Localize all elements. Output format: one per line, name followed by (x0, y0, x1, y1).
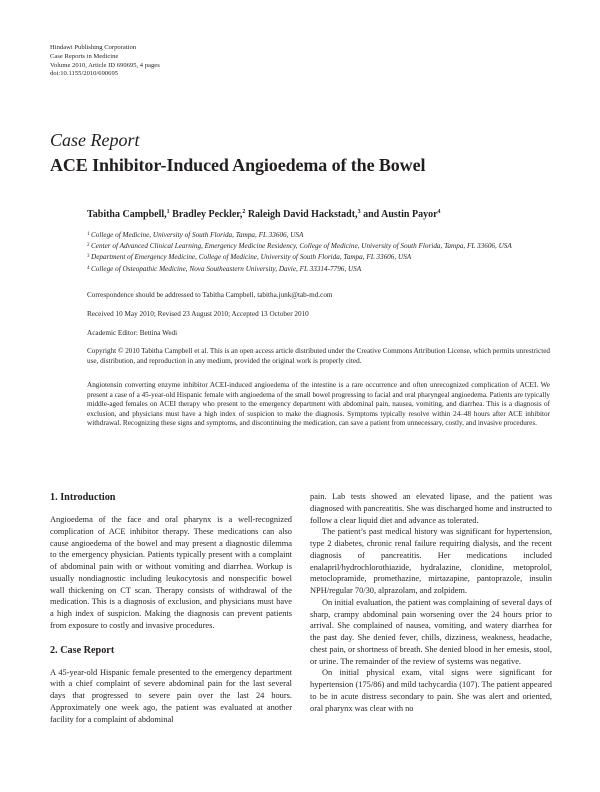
author-affiliation-mark: 2 (242, 209, 246, 215)
author-name: Raleigh David Hackstadt, (245, 209, 358, 220)
affiliation: 2 Center of Advanced Clinical Learning, Emergency Medicine Residency, College of Medicine, University of South Florida, Tampa, FL 33606, USA (87, 242, 512, 251)
author-name: Bradley Peckler, (169, 209, 243, 220)
body-paragraph: On initial evaluation, the patient was complaining of several days of sharp, crampy abdominal pain worsening over the 24 hours prior to arrival. She complained of nausea, vomiting, and watery diarrhea for the past day. She denied fever, chills, dizziness, weakness, headache, chest pain, or shortness of breath. She denied blood in her emesis, stool, or urine. The remainder of the review of systems was negative. (310, 597, 552, 666)
introduction-paragraph: Angioedema of the face and oral pharynx is a well-recognized complication of ACE inhibitor therapy. These medications can also cause angioedema of the bowel and may present a diagnostic dilemma to the emergency physician. Patients typically present with a complaint of abdominal pain with or without vomiting and diarrhea. Workup is usually nondiagnostic including leukocytosis and nonspecific bowel wall thickening on CT scan. Therapy consists of withdrawal of the medication. This is a diagnosis of exclusion, and physicians must have a high index of suspicion. Making the diagnosis can prevent patients from exposure to costly and invasive procedures. (50, 515, 292, 630)
body-paragraph: The patient’s past medical history was significant for hypertension, type 2 diabetes, chronic renal failure requiring dialysis, and the recent diagnosis of pancreatitis. Her medications included enalapril/hydrochlorothiazide, hydralazine, clonidine, metoprolol, metoclopramide, promethazine, mirtazapine, pantoprazole, insulin NPH/regular 70/30, alprazolam, and zolpidem. (310, 527, 552, 595)
academic-editor: Academic Editor: Bettina Wedi (87, 329, 178, 337)
copyright-notice: Copyright © 2010 Tabitha Campbell et al. This is an open access article distributed under the Creative Commons Attribution License, which permits unrestricted use, distribution, and reproduction in any medium, provided the original work is properly cited. (87, 347, 550, 365)
affiliation: 4 College of Osteopathic Medicine, Nova Southeastern University, Davie, FL 33314-7796, USA (87, 264, 362, 273)
body-column-left (50, 491, 292, 725)
author-list (87, 209, 441, 220)
article-type: Case Report (50, 130, 140, 150)
affiliation: 1 College of Medicine, University of South Florida, Tampa, FL 33606, USA (87, 231, 304, 239)
section-heading-case-report: 2. Case Report (50, 644, 115, 656)
case-report-paragraph: A 45-year-old Hispanic female presented to the emergency department with a chief complaint of severe abdominal pain for the last several days that progressed to severe pain over the last 24 hours. Approximately one week ago, the patient was evaluated at another facility for a complaint of abdominal (50, 667, 292, 724)
abstract: Angiotensin converting enzyme inhibitor ACEI-induced angioedema of the intestine is a rare occurrence and often unrecognized complication of ACEI. We present a case of a 45-year-old Hispanic female with angioedema of the small bowel progressing to facial and oral pharyngeal angioedema. Patients are typically middle-aged females on ACEI therapy who present to the emergency department with abdominal pain, nausea, vomiting, and diarrhea. This is a diagnosis of exclusion, and physicians must have a high index of suspicion to make the diagnosis. Symptoms typically resolve within 24–48 hours after ACE inhibitor withdrawal. Recognizing these signs and symptoms, and discontinuing the medication, can save a patient from unnecessary, costly, and invasive procedures. (87, 381, 550, 428)
section-heading-introduction: 1. Introduction (50, 492, 116, 503)
correspondence-note: Correspondence should be addressed to Tabitha Campbell, tabitha.junk@tab-md.com (87, 291, 333, 299)
body-column-right (310, 491, 552, 714)
author-affiliation-mark: 3 (357, 209, 361, 215)
author-affiliation-mark: 4 (437, 209, 441, 215)
article-title: ACE Inhibitor-Induced Angioedema of the Bowel (50, 155, 426, 175)
author-affiliation-mark: 1 (166, 209, 170, 215)
publisher-name: Hindawi Publishing Corporation (50, 44, 137, 51)
affiliation-list (87, 230, 557, 275)
doi[interactable]: doi:10.1155/2010/690695 (50, 70, 119, 78)
author-name: Tabitha Campbell, (87, 209, 167, 220)
article-dates: Received 10 May 2010; Revised 23 August 2010; Accepted 13 October 2010 (87, 310, 309, 318)
body-paragraph: pain. Lab tests showed an elevated lipase, and the patient was diagnosed with pancreatitis. She was discharged home and instructed to follow a clear liquid diet and advance as tolerated. (310, 492, 552, 525)
volume-info: Volume 2010, Article ID 690695, 4 pages (50, 61, 160, 69)
author-name: and Austin Payor (360, 209, 438, 220)
journal-masthead (50, 44, 160, 79)
affiliation: 3 Department of Emergency Medicine, College of Medicine, University of South Florida, Tampa, FL 33606, USA (87, 253, 412, 262)
body-paragraph: On initial physical exam, vital signs were significant for hypertension (175/86) and mild tachycardia (107). The patient appeared to be in acute distress secondary to pain. She was alert and oriented, oral pharynx was clear with no (310, 668, 552, 713)
journal-name: Case Reports in Medicine (50, 52, 119, 60)
